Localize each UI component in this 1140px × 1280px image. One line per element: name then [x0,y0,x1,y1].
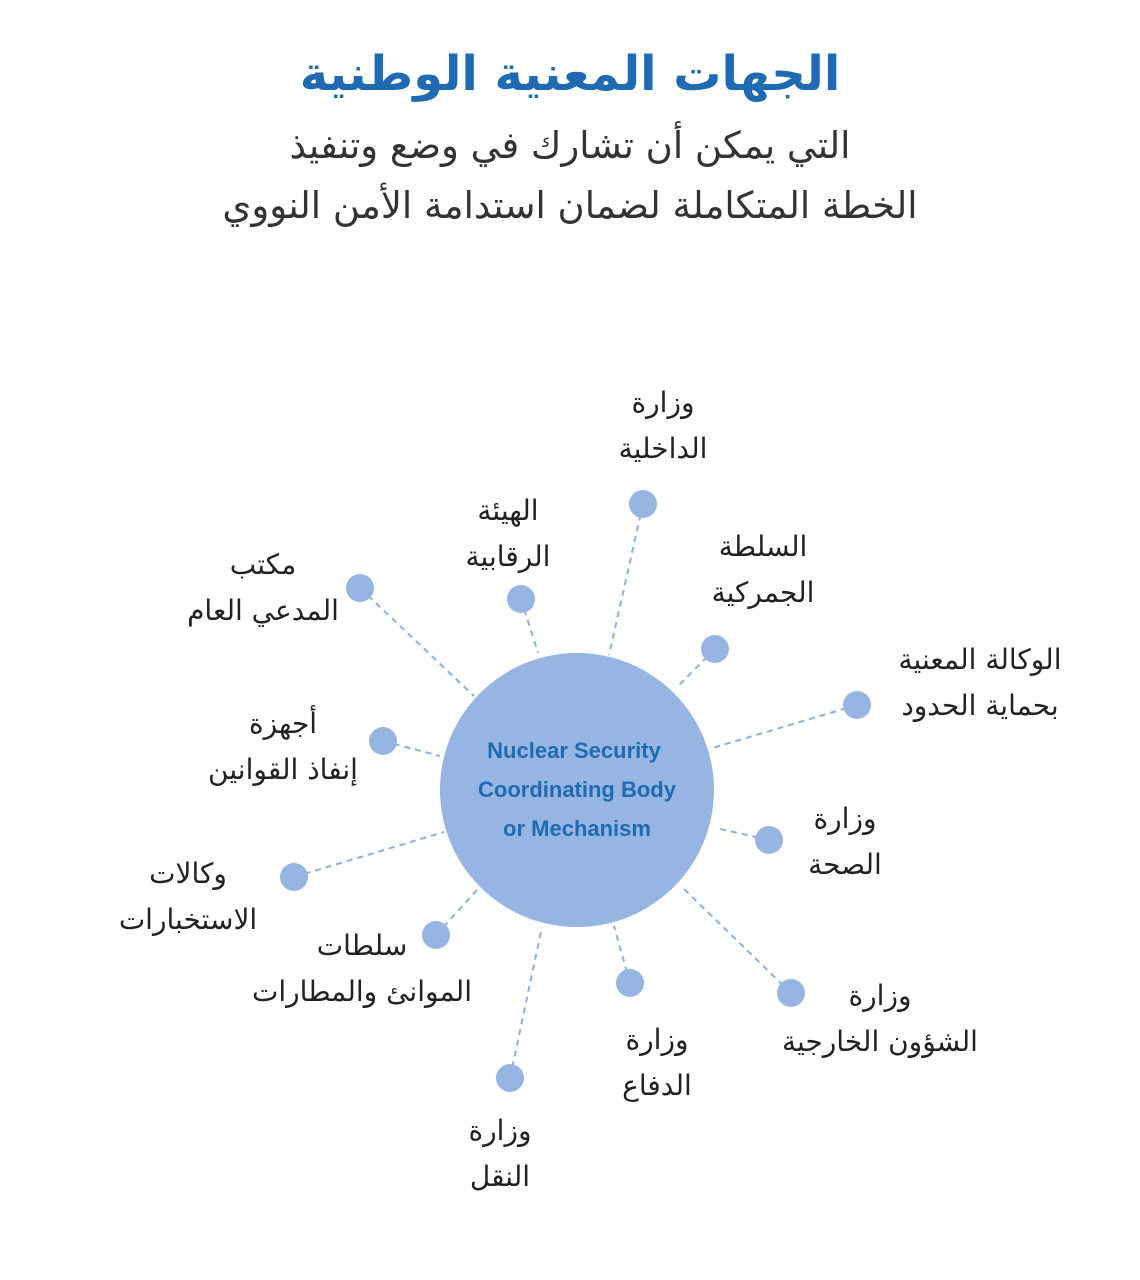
node-dot-customs [701,635,729,663]
node-label-interior-line-1: وزارة [631,386,695,419]
node-label-customs-line-2: الجمركية [711,576,815,609]
node-dot-ports [422,921,450,949]
node-label-health-line-1: وزارة [813,802,877,835]
node-dot-prosecutor [346,574,374,602]
hub-label-line-3: or Mechanism [503,816,651,841]
node-dot-intel [280,863,308,891]
node-dot-foreign [777,979,805,1007]
node-label-border-line-1: الوكالة المعنية [898,643,1062,676]
connector-interior [609,504,643,655]
node-dot-interior [629,490,657,518]
node-label-health-line-2: الصحة [808,848,882,881]
node-label-defence-line-2: الدفاع [622,1069,692,1102]
hub-label-line-1: Nuclear Security [487,738,661,763]
node-label-prosecutor-line-2: المدعي العام [187,594,339,627]
node-label-intel-line-1: وكالات [149,857,227,890]
node-label-ports-line-1: سلطات [316,929,408,962]
node-label-prosecutor-line-1: مكتب [229,548,297,581]
node-label-law-line-1: أجهزة [248,707,318,740]
node-dot-regulatory [507,585,535,613]
node-label-regulatory-line-1: الهيئة [477,494,539,527]
page-subtitle-line-1: التي يمكن أن تشارك في وضع وتنفيذ [289,124,851,167]
node-dot-defence [616,969,644,997]
node-dot-health [755,826,783,854]
node-label-border-line-2: بحماية الحدود [901,689,1059,722]
node-label-transport-line-2: النقل [469,1160,531,1193]
node-label-law-line-2: إنفاذ القوانين [208,753,358,786]
node-label-foreign-line-1: وزارة [848,979,912,1012]
connector-foreign [682,887,791,993]
hub-label-line-2: Coordinating Body [478,777,676,802]
connector-prosecutor [360,588,474,696]
node-label-foreign-line-2: الشؤون الخارجية [782,1025,978,1058]
page-title: الجهات المعنية الوطنية [299,46,841,102]
connector-border [709,705,857,749]
node-label-ports-line-2: الموانئ والمطارات [252,975,472,1008]
node-dot-border [843,691,871,719]
connector-transport [510,927,542,1078]
node-label-regulatory-line-2: الرقابية [465,540,551,573]
node-label-interior-line-2: الداخلية [618,432,708,465]
node-label-customs-line-1: السلطة [718,530,808,563]
node-label-intel-line-2: الاستخبارات [118,903,258,936]
node-label-defence-line-1: وزارة [625,1023,689,1056]
node-label-transport-line-1: وزارة [468,1114,532,1147]
page-subtitle-line-2: الخطة المتكاملة لضمان استدامة الأمن النووي [222,184,918,227]
node-dot-transport [496,1064,524,1092]
node-dot-law [369,727,397,755]
connector-intel [294,832,444,877]
